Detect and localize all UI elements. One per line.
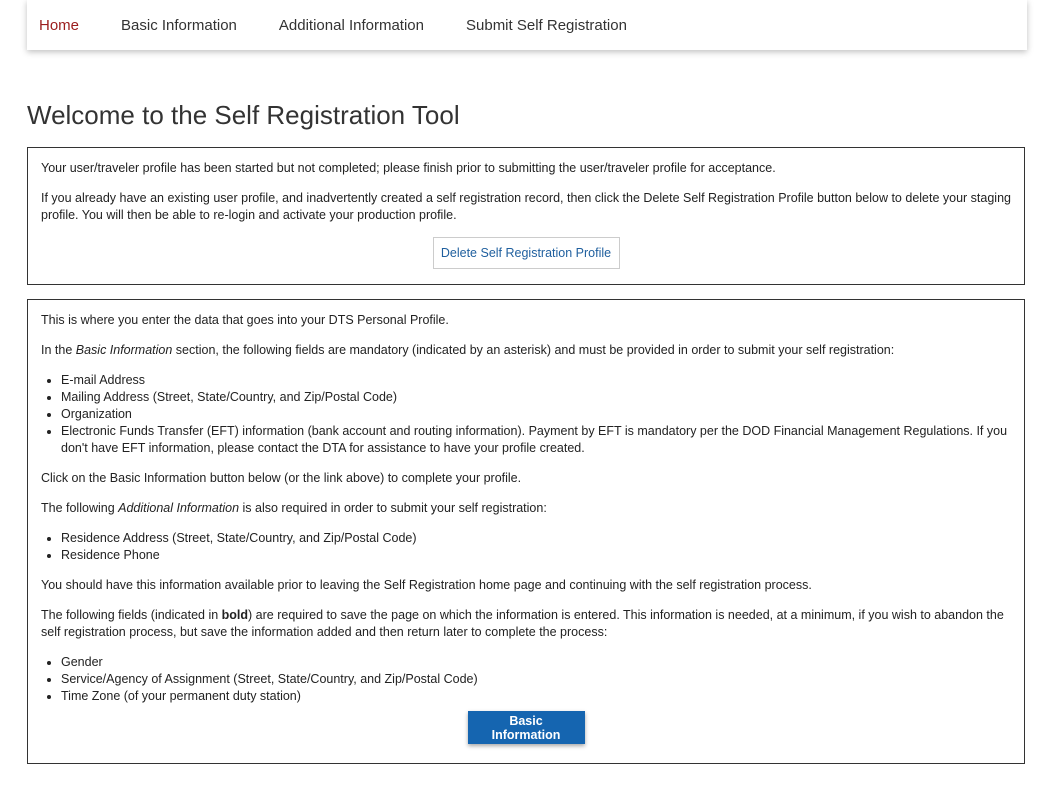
text-segment: The following — [41, 501, 119, 515]
emphasis-basic-information: Basic Information — [75, 343, 173, 357]
basic-info-description — [41, 342, 1011, 359]
nav-basic-information[interactable]: Basic Information — [121, 16, 237, 34]
nav-additional-information[interactable]: Additional Information — [278, 16, 424, 34]
text-segment: ) are required to save the page on which the information is entered. This information is needed, at a minimum, if you wish to abandon the self registration process, but save the information added and then return later to complete the process: — [41, 608, 1004, 639]
additional-fields-list — [41, 530, 1011, 564]
delete-profile-button[interactable]: Delete Self Registration Profile — [433, 237, 620, 269]
notice-text-2: If you already have an existing user profile, and inadvertently created a self registration record, then click the Delete Self Registration Profile button below to delete your staging profile. You will then be able to re-login and activate your production profile. — [41, 191, 1011, 222]
list-item: • Electronic Funds Transfer (EFT) information (bank account and routing information). Payment by EFT is mandatory per the DOD Financial Management Regulations. If you don't have EFT information, please contact the DTA for assistance to have your profile created. — [61, 423, 1011, 457]
basic-fields-list — [41, 372, 1011, 457]
text-segment: In the — [41, 343, 76, 357]
page-title: Welcome to the Self Registration Tool — [27, 100, 460, 130]
list-item: • Residence Phone — [61, 547, 1011, 564]
click-instruction: Click on the Basic Information button below (or the link above) to complete your profile. — [41, 471, 522, 485]
basic-information-button[interactable]: Basic Information — [468, 711, 585, 744]
text-segment: section, the following fields are mandatory (indicated by an asterisk) and must be provided in order to submit your self registration: — [172, 343, 895, 357]
additional-info-description — [41, 500, 1011, 517]
top-nav — [27, 0, 1027, 50]
list-item: • Mailing Address (Street, State/Country, and Zip/Postal Code) — [61, 389, 1011, 406]
list-item: • E-mail Address — [61, 372, 1011, 389]
emphasis-additional-information: Additional Information — [118, 501, 240, 515]
list-item: • Residence Address (Street, State/Country, and Zip/Postal Code) — [61, 530, 1011, 547]
list-item: • Organization — [61, 406, 1011, 423]
bold-word: bold — [221, 608, 249, 622]
nav-home[interactable]: Home — [39, 16, 80, 34]
instructions-panel — [27, 299, 1025, 764]
save-requirements-description — [41, 607, 1011, 641]
list-item: • Time Zone (of your permanent duty station) — [61, 688, 1011, 705]
list-item: • Gender — [61, 654, 1011, 671]
list-item: • Service/Agency of Assignment (Street, State/Country, and Zip/Postal Code) — [61, 671, 1011, 688]
notice-text-1: Your user/traveler profile has been started but not completed; please finish prior to submitting the user/traveler profile for acceptance. — [41, 161, 776, 175]
intro-text: This is where you enter the data that goes into your DTS Personal Profile. — [41, 313, 449, 327]
nav-submit-self-registration[interactable]: Submit Self Registration — [466, 16, 627, 34]
notice-panel — [27, 147, 1025, 285]
text-segment: is also required in order to submit your self registration: — [239, 501, 547, 515]
save-fields-list — [41, 654, 1011, 705]
text-segment: The following fields (indicated in — [41, 608, 222, 622]
availability-note: You should have this information available prior to leaving the Self Registration home page and continuing with the self registration process. — [41, 578, 812, 592]
